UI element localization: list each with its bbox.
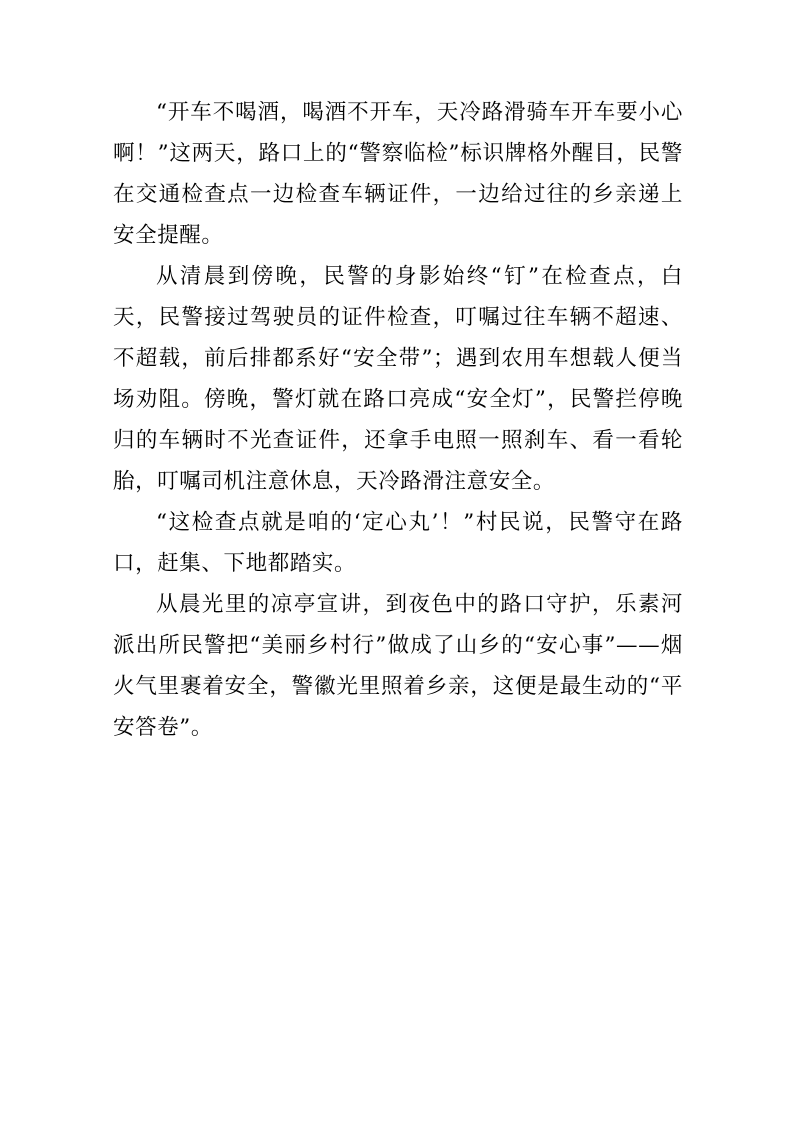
- paragraph: “开车不喝酒，喝酒不开车，天冷路滑骑车开车要小心啊！”这两天，路口上的“警察临检”标识牌格外醒目，民警在交通检查点一边检查车辆证件，一边给过往的乡亲递上安全提醒。: [113, 100, 683, 248]
- paragraph: 从晨光里的凉亭宣讲，到夜色中的路口守护，乐素河派出所民警把“美丽乡村行”做成了山乡的“安心事”——烟火气里裹着安全，警徽光里照着乡亲，这便是最生动的“平安答卷”。: [113, 592, 683, 740]
- document-body: [113, 92, 683, 748]
- paragraph: 从清晨到傍晚，民警的身影始终“钉”在检查点，白天，民警接过驾驶员的证件检查，叮嘱过往车辆不超速、不超载，前后排都系好“安全带”；遇到农用车想载人便当场劝阻。傍晚，警灯就在路口亮成“安全灯”，民警拦停晚归的车辆时不光查证件，还拿手电照一照刹车、看一看轮胎，叮嘱司机注意休息，天冷路滑注意安全。: [113, 264, 683, 494]
- paragraph: “这检查点就是咱的‘定心丸’！”村民说，民警守在路口，赶集、下地都踏实。: [113, 510, 683, 576]
